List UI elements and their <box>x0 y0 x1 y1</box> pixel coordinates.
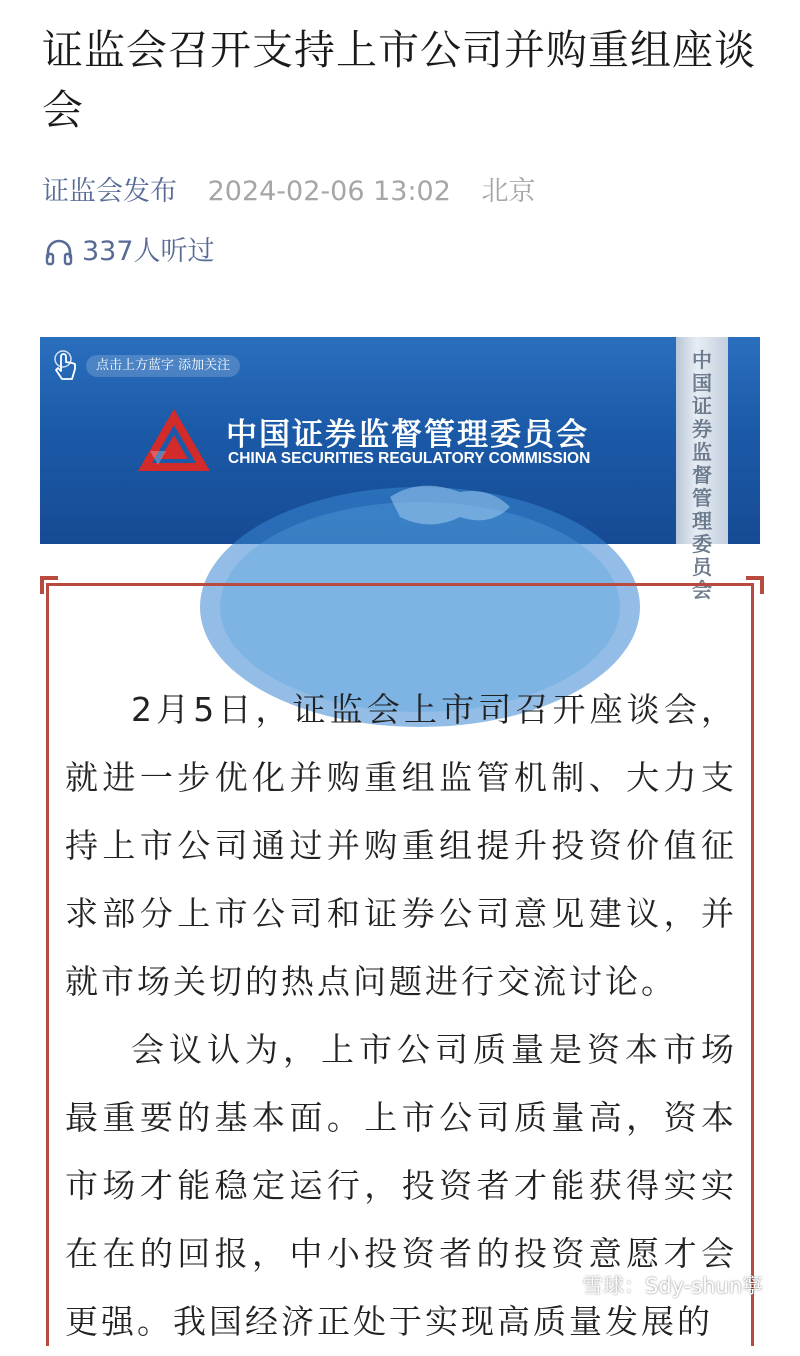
headphones-icon <box>44 238 74 266</box>
paragraph: 2月5日，证监会上市司召开座谈会，就进一步优化并购重组监管机制、大力支持上市公司通过并购重组提升投资价值征求部分上市公司和证券公司意见建议，并就市场关切的热点问题进行交流讨论。 <box>65 690 737 1001</box>
org-name-en: CHINA SECURITIES REGULATORY COMMISSION <box>228 450 591 467</box>
article-meta <box>42 170 536 214</box>
csrc-logo <box>136 407 212 473</box>
publish-location: 北京 <box>481 176 536 207</box>
follow-hint[interactable] <box>52 349 240 383</box>
article-title: 证监会召开支持上市公司并购重组座谈会 <box>42 26 756 134</box>
plaque-text: 中国证券监督管理委员会 <box>692 348 712 602</box>
org-name-cn: 中国证券监督管理委员会 <box>226 417 589 453</box>
snowball-icon <box>556 1274 578 1296</box>
account-name-link[interactable]: 证监会发布 <box>42 176 177 207</box>
csrc-banner-image <box>40 337 760 602</box>
tap-hand-icon <box>52 349 80 383</box>
watermark-text: 雪球：Sdy-shun寧 <box>582 1274 764 1298</box>
publish-date: 2024-02-06 13:02 <box>207 176 451 207</box>
paragraph: 会议认为，上市公司质量是资本市场最重要的基本面。上市公司质量高，资本市场才能稳定运行，投资者才能获得实实在在的回报，中小投资者的投资意愿才会更强。我国经济正处于实现高质量发展的 <box>65 1030 737 1341</box>
watermark <box>556 1270 763 1300</box>
listen-button[interactable] <box>44 230 215 274</box>
listen-count: 337人听过 <box>82 236 215 267</box>
globe-graphic <box>190 457 650 567</box>
article-body <box>65 676 737 1356</box>
follow-hint-text: 点击上方蓝字 添加关注 <box>86 355 240 377</box>
